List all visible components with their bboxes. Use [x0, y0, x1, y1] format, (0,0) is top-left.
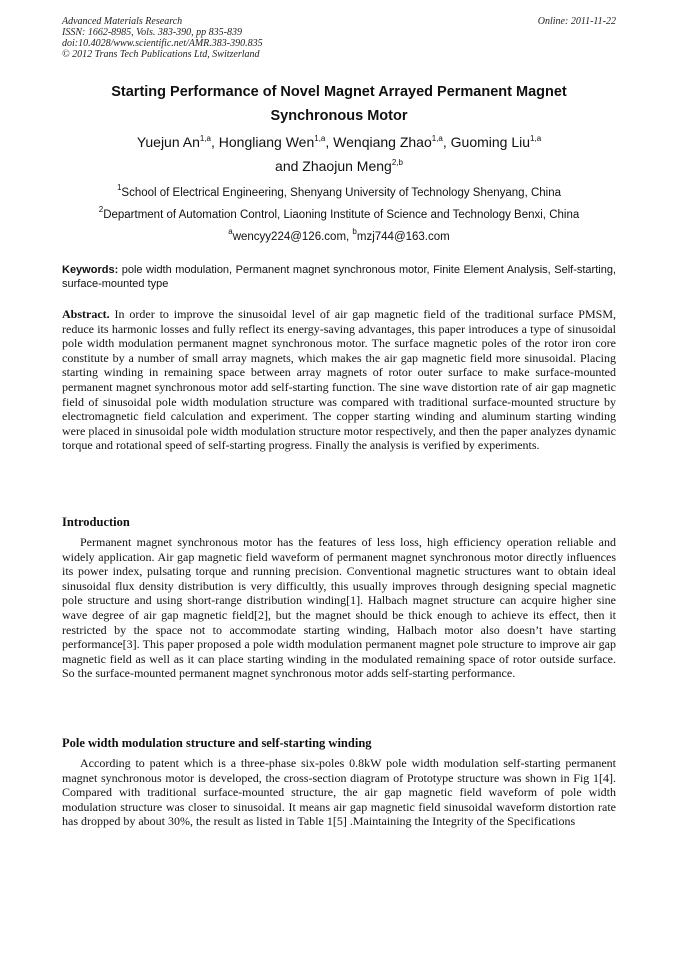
introduction-heading: Introduction	[62, 515, 130, 529]
keywords	[62, 264, 616, 291]
author-line-1	[62, 130, 616, 154]
pole-section	[62, 756, 616, 829]
issn-line: ISSN: 1662-8985, Vols. 383-390, pp 835-839	[62, 27, 242, 38]
title-line-2: Synchronous Motor	[270, 108, 408, 124]
journal-header	[62, 16, 263, 60]
author-emails	[62, 227, 616, 244]
pole-section-heading: Pole width modulation structure and self-starting winding	[62, 736, 372, 750]
introduction-heading-block	[62, 515, 616, 530]
keywords-text: pole width modulation, Permanent magnet synchronous motor, Finite Element Analysis, Self-starting, surface-mounted type	[62, 264, 616, 290]
introduction-paragraph: Permanent magnet synchronous motor has the features of less loss, high efficiency operation reliable and widely application. Air gap magnetic field waveform of permanent magnet synchronous motor directly influences its power index, pulsating torque and running precision. Conventional magnetic structures want to obtain ideal sinusoidal flux density distribution is very difficultly, this usually improves through designing special magnetic pole structure and using short-range distribution winding[1]. Halbach magnet structure can acquire higher sine wave degree of air gap magnetic field[2], but the magnet should be thick enough to achieve its effect, then it restricted by the space not to accommodate starting winding, Halbach motor also doesn’t have starting performance[3]. This paper proposed a pole width modulation permanent magnet pole structure to improve air gap magnetic field as well as it can place starting winding in the modulated remaining space of rotor outside surface. So the surface-mounted permanent magnet synchronous motor adds self-starting performance.	[62, 535, 616, 681]
author-name: , Guoming Liu	[442, 134, 531, 150]
paper-title	[62, 80, 616, 128]
abstract-paragraph	[62, 307, 616, 453]
journal-name: Advanced Materials Research	[62, 16, 183, 27]
author-affiliation-marker: 1,a	[530, 134, 542, 143]
copyright-line: © 2012 Trans Tech Publications Ltd, Switzerland	[62, 49, 260, 60]
author-affiliation-marker: 1,a	[314, 134, 326, 143]
email-link[interactable]: wencyy224@126.com,	[232, 231, 353, 243]
keywords-label: Keywords:	[62, 264, 119, 276]
email-marker: a	[228, 227, 233, 236]
author-name: and Zhaojun Meng	[275, 158, 392, 174]
doi-line[interactable]: doi:10.4028/www.scientific.net/AMR.383-390.835	[62, 38, 263, 49]
online-date: Online: 2011-11-22	[537, 16, 616, 27]
author-name: , Wenqiang Zhao	[325, 134, 432, 150]
author-name: Yuejun An	[136, 134, 200, 150]
affiliation-text: School of Electrical Engineering, Shenyang University of Technology Shenyang, China	[121, 187, 562, 199]
introduction-section	[62, 535, 616, 681]
author-list	[62, 130, 616, 178]
abstract-label: Abstract.	[62, 307, 110, 321]
author-affiliation-marker: 1,a	[199, 134, 211, 143]
author-affiliation-marker: 1,a	[431, 134, 443, 143]
author-name: , Hongliang Wen	[211, 134, 315, 150]
pole-section-heading-block	[62, 736, 616, 751]
affiliation-marker: 1	[116, 183, 122, 192]
abstract-text: In order to improve the sinusoidal level of air gap magnetic field of the traditional surface PMSM, reduce its harmonic losses and fully reflect its energy-saving advantages, this paper introduces a type of sinusoidal pole width modulation permanent magnet synchronous motor. The surface magnetic poles of the rotor iron core constitute by a number of small array magnets, which makes the air gap magnetic field more sinusoidal. Placing starting winding in remaining space between array magnets of rotor outer surface to make surface-mounted permanent magnet synchronous motor add self-starting function. The sine wave distortion rate of air gap magnetic field of sinusoidal pole width modulation structure was compared with traditional surface-mounted structure by electromagnetic field calculation and experiment. The copper starting winding and aluminum starting winding were placed in sinusoidal pole width modulation structure motor respectively, and then the paper analyzes dynamic torque and rotational speed of self-starting progress. Finally the analysis is verified by experiments.	[62, 307, 616, 453]
affiliation-text: Department of Automation Control, Liaoning Institute of Science and Technology Benxi, China	[103, 209, 580, 221]
author-affiliation-marker: 2,b	[391, 158, 403, 167]
email-link[interactable]: mzj744@163.com	[356, 231, 450, 243]
author-line-2	[62, 154, 616, 178]
pole-section-paragraph: According to patent which is a three-phase six-poles 0.8kW pole width modulation self-starting permanent magnet synchronous motor is developed, the cross-section diagram of Prototype structure was shown in Fig 1[4]. Compared with traditional surface-mounted structure, the air gap magnetic field waveform of pole width modulation structure was closer to sinusoidal. It means air gap magnetic field sinusoidal waveform distortion rate has dropped by about 30%, the result as listed in Table 1[5] .Maintaining the Integrity of the Specifications	[62, 756, 616, 829]
affiliation-1	[62, 183, 616, 200]
affiliation-marker: 2	[98, 205, 104, 214]
title-line-1: Starting Performance of Novel Magnet Arrayed Permanent Magnet	[111, 84, 567, 100]
affiliation-2	[62, 205, 616, 222]
email-marker: b	[352, 227, 357, 236]
abstract-section	[62, 307, 616, 453]
